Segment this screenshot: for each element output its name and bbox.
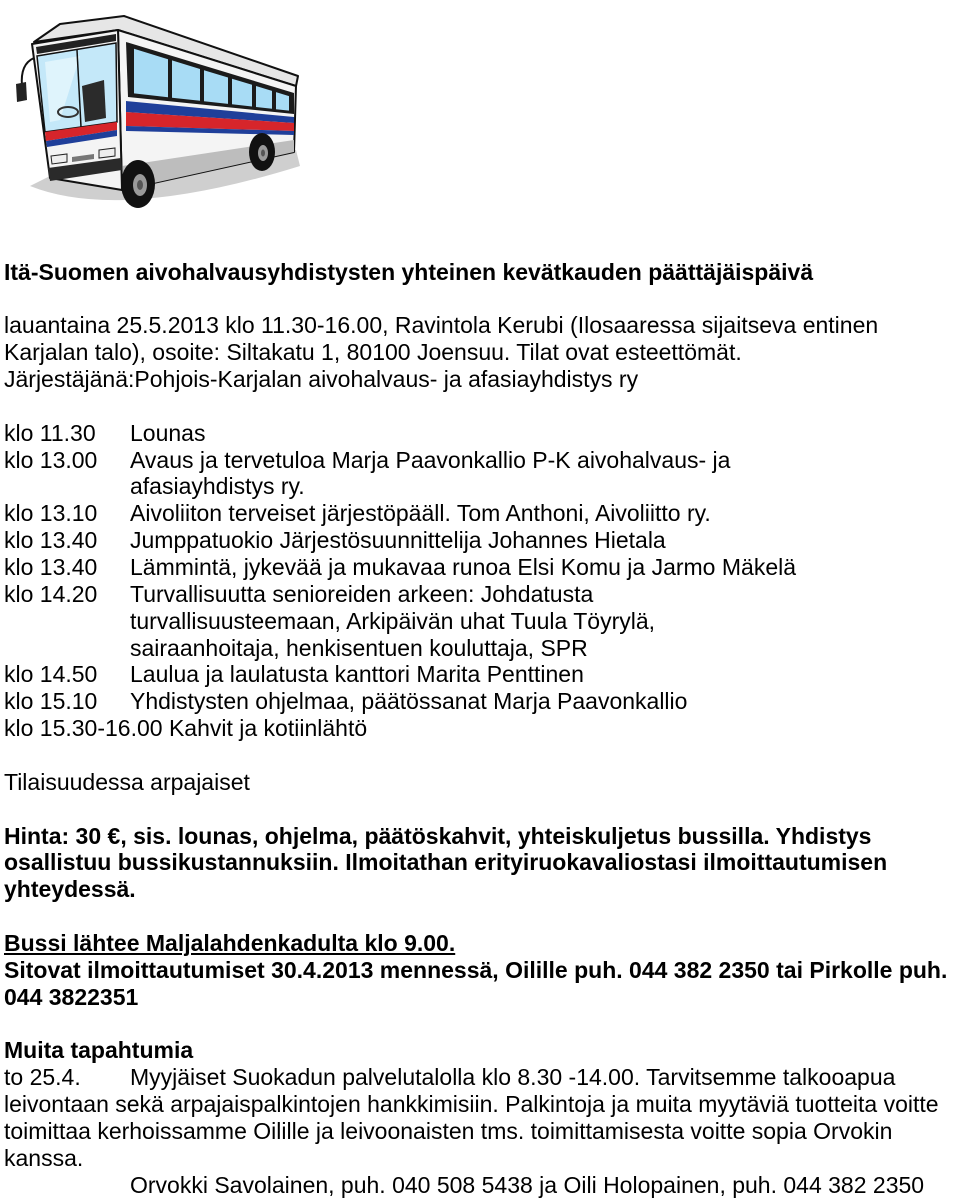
schedule-text: Aivoliiton terveiset järjestöpääll. Tom Anthoni, Aivoliitto ry. [130,500,711,527]
intro-line: lauantaina 25.5.2013 klo 11.30-16.00, Ravintola Kerubi (Ilosaaressa sijaitseva entinen [4,312,879,339]
schedule-text: turvallisuusteemaan, Arkipäivän uhat Tuula Töyrylä, [130,607,656,634]
other-events-heading: Muita tapahtumia [4,1037,194,1064]
schedule-row [4,447,960,474]
bus-headlight-left [51,154,67,164]
schedule-time: klo 11.30 [4,419,96,446]
schedule-time: klo 15.10 [4,688,98,715]
bus-rear-wheel [249,133,275,171]
schedule-text: Turvallisuutta senioreiden arkeen: Johdatusta [130,580,594,607]
schedule-row [4,527,960,554]
schedule-text: Lounas [130,419,206,446]
schedule-text: Yhdistysten ohjelmaa, päätössanat Marja Paavonkallio [130,688,688,715]
departure-text: Bussi lähtee Maljalahdenkadulta klo 9.00. [4,929,456,956]
spacer [4,742,960,769]
schedule-row [4,500,960,527]
bus-headlight-right [99,148,115,158]
event-contacts-row [4,1172,960,1199]
document [4,259,960,1199]
schedule-closing: klo 15.30-16.00 Kahvit ja kotiinlähtö [4,715,368,742]
schedule-row-continued [4,473,960,500]
departure-line [4,930,960,957]
schedule-time: klo 13.40 [4,527,98,554]
event-text: Myyjäiset Suokadun palvelutalolla klo 8.30 -14.00. Tarvitsemme talkooapua [130,1064,896,1091]
schedule-row-continued [4,608,960,635]
schedule-time: klo 13.40 [4,553,98,580]
schedule-text: Laulua ja laulatusta kanttori Marita Penttinen [130,661,584,688]
spacer [4,1011,960,1038]
intro-line: Järjestäjänä:Pohjois-Karjalan aivohalvaus- ja afasiayhdistys ry [4,365,639,392]
schedule-row [4,420,960,447]
schedule-row [4,661,960,688]
lottery-note: Tilaisuudessa arpajaiset [4,768,250,795]
registration-line: Sitovat ilmoittautumiset 30.4.2013 mennessä, Oilille puh. 044 382 2350 tai Pirkolle puh. [4,956,948,983]
spacer [4,796,960,823]
schedule-row [4,688,960,715]
bus-mirror [16,58,34,102]
schedule-time: klo 14.50 [4,661,98,688]
event-text: toimittaa kerhoissamme Oilille ja leivoonaisten tms. toimittamisesta voitte sopia Orvokin [4,1118,893,1144]
event-contacts: Orvokki Savolainen, puh. 040 508 5438 ja Oili Holopainen, puh. 044 382 2350 [130,1171,925,1198]
price-line: osallistuu bussikustannuksiin. Ilmoitathan erityiruokavaliostasi ilmoittautumisen [4,849,888,876]
bus-front-wheel [121,160,155,208]
schedule-row [4,581,960,608]
schedule-row [4,554,960,581]
price-line: Hinta: 30 €, sis. lounas, ohjelma, päätöskahvit, yhteiskuljetus bussilla. Yhdistys [4,822,872,849]
schedule-row-continued [4,635,960,662]
event-date: to 25.4. [4,1064,81,1091]
schedule-text: Lämmintä, jykevää ja mukavaa runoa Elsi Komu ja Jarmo Mäkelä [130,553,797,580]
spacer [4,285,960,312]
bus-windshield [37,43,117,132]
intro-line: Karjalan talo), osoite: Siltakatu 1, 80100 Joensuu. Tilat ovat esteettömät. [4,339,742,366]
event-row [4,1064,960,1091]
spacer [4,393,960,420]
schedule-time: klo 13.00 [4,446,98,473]
bus-illustration [0,0,320,230]
schedule-text: sairaanhoitaja, henkisentuen kouluttaja, SPR [130,634,588,661]
event-text: kanssa. [4,1144,84,1171]
schedule-text: afasiayhdistys ry. [130,473,305,500]
spacer [4,903,960,930]
document-title: Itä-Suomen aivohalvausyhdistysten yhteinen kevätkauden päättäjäispäivä [4,258,814,285]
schedule-text: Jumppatuokio Järjestösuunnittelija Johannes Hietala [130,527,666,554]
registration-line: 044 3822351 [4,983,139,1010]
price-line: yhteydessä. [4,876,136,903]
schedule-time: klo 13.10 [4,500,98,527]
event-text: leivontaan sekä arpajaispalkintojen hankkimisiin. Palkintoja ja muita myytäviä tuotteita voitte [4,1091,939,1118]
schedule-text: Avaus ja tervetuloa Marja Paavonkallio P-K aivohalvaus- ja [130,446,731,473]
schedule-time: klo 14.20 [4,580,98,607]
